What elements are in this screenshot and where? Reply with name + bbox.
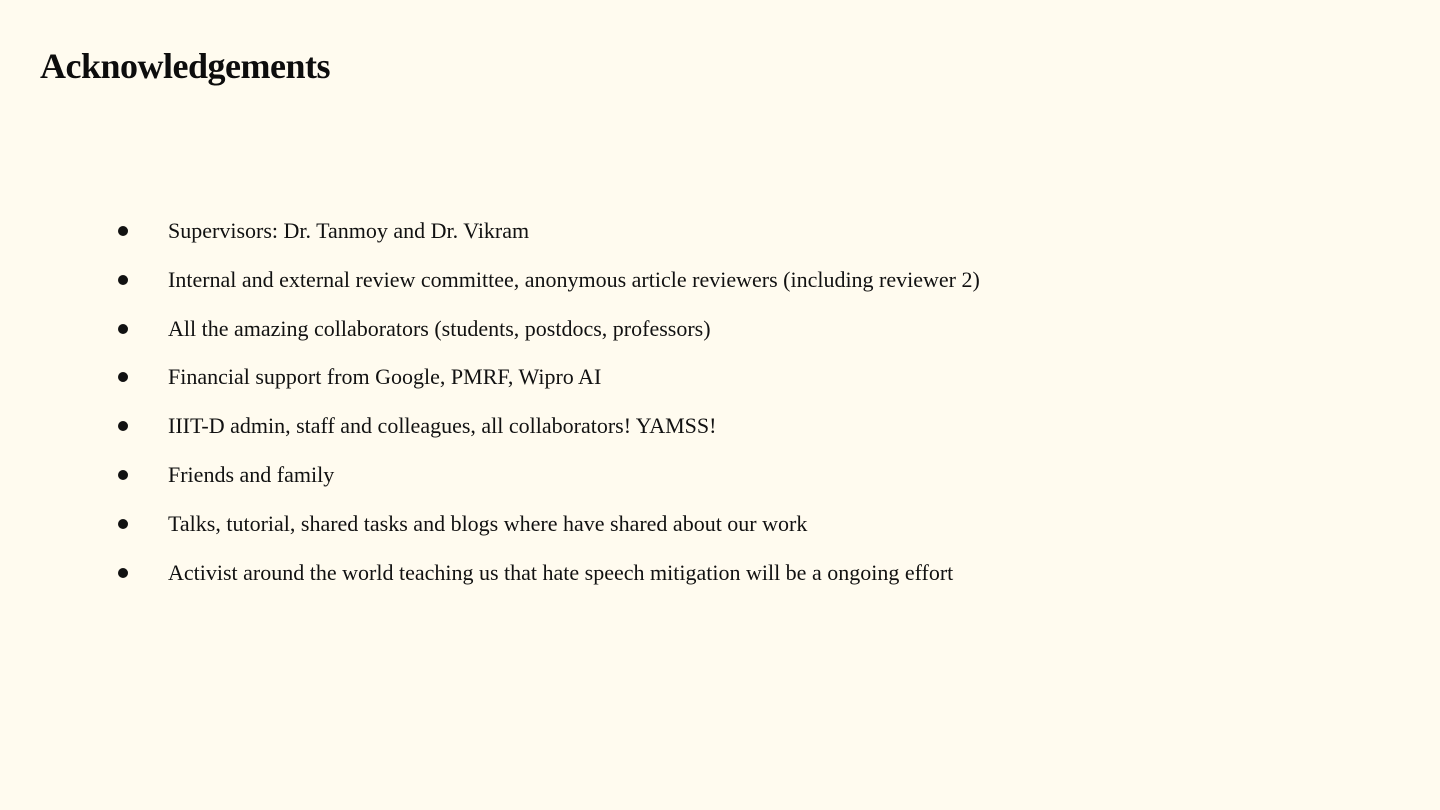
bullet-icon	[118, 324, 128, 334]
bullet-icon	[118, 226, 128, 236]
bullet-icon	[118, 568, 128, 578]
list-item-text: IIIT-D admin, staff and colleagues, all collaborators! YAMSS!	[168, 413, 717, 439]
list-item-text: Supervisors: Dr. Tanmoy and Dr. Vikram	[168, 218, 530, 243]
list-item-text: Friends and family	[168, 461, 335, 487]
bullet-icon	[118, 470, 128, 480]
list-item-text: Internal and external review committee, anonymous article reviewers (including reviewer 2)	[168, 266, 980, 292]
list-item-text: Activist around the world teaching us that hate speech mitigation will be a ongoing effort	[168, 559, 954, 585]
list-item-text: Talks, tutorial, shared tasks and blogs where have shared about our work	[168, 510, 808, 536]
bullet-icon	[118, 519, 128, 529]
bullet-icon	[118, 275, 128, 285]
list-item-text: All the amazing collaborators (students, postdocs, professors)	[168, 315, 711, 341]
list-item-text: Financial support from Google, PMRF, Wipro AI	[168, 364, 602, 390]
bullet-icon	[118, 372, 128, 382]
slide-title: Acknowledgements	[40, 46, 330, 86]
bullet-icon	[118, 421, 128, 431]
